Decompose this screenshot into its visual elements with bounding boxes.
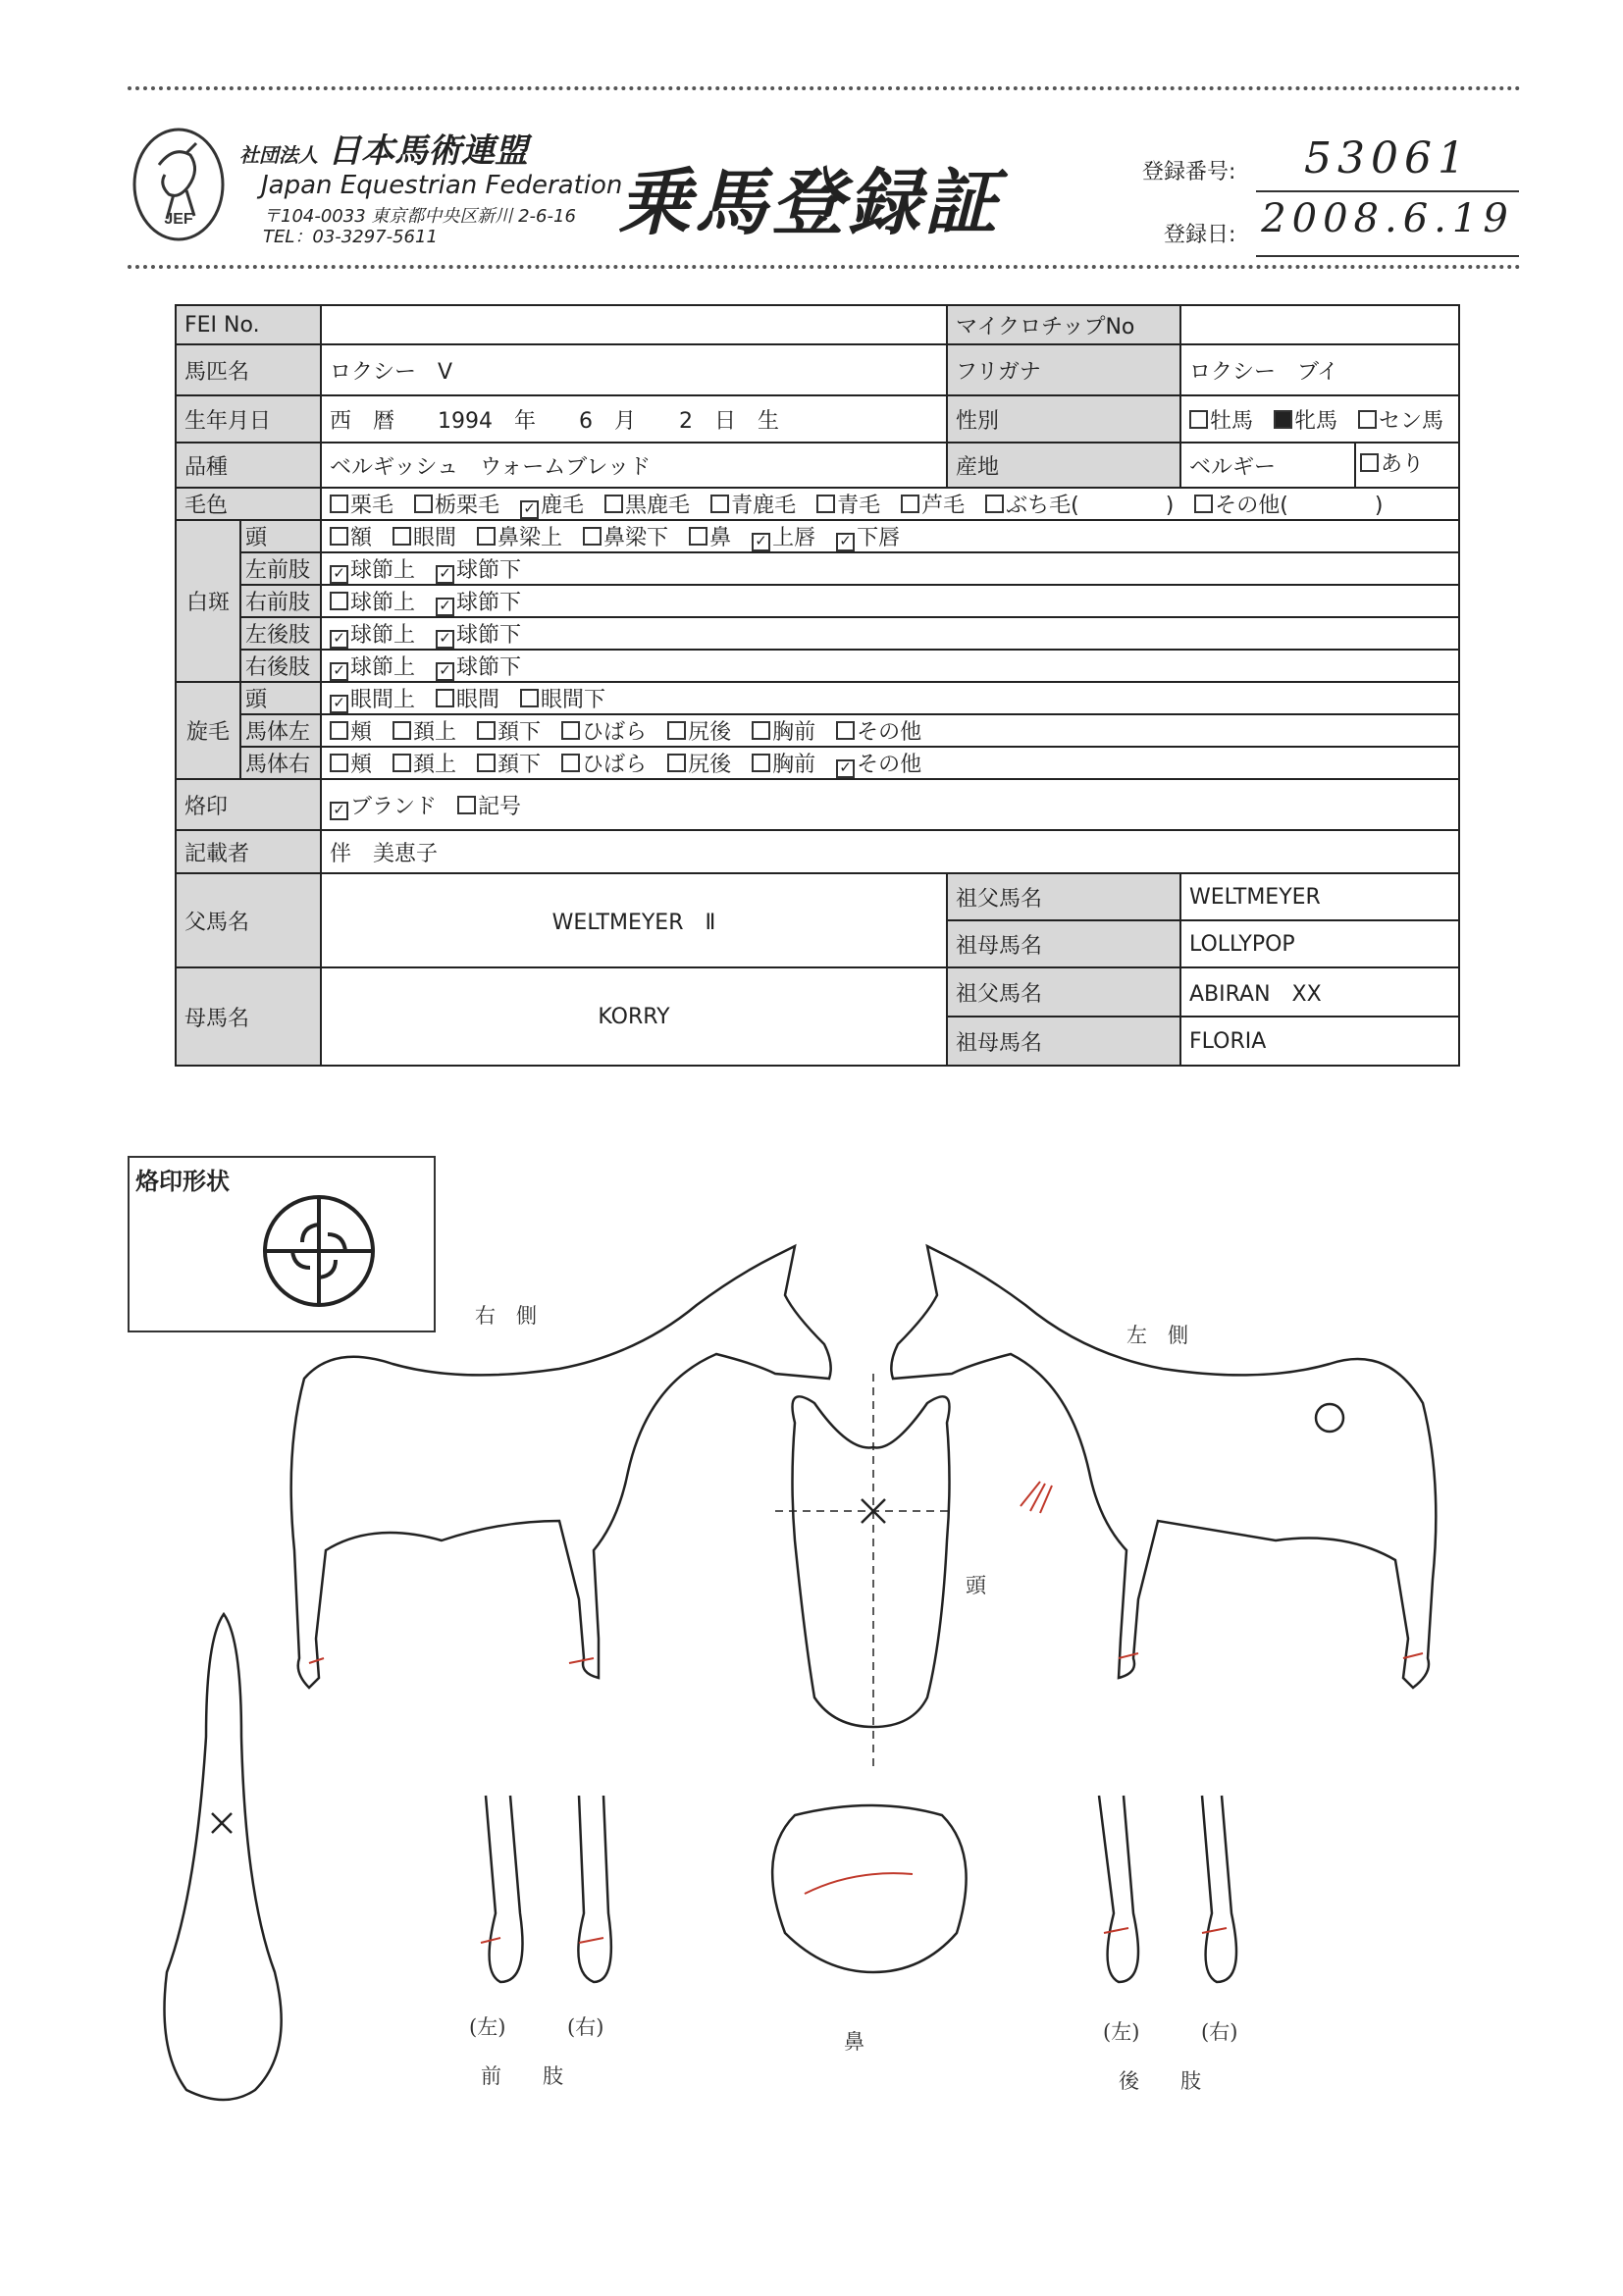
left-side-horse	[891, 1246, 1436, 1688]
hindleg-right	[1202, 1796, 1236, 1982]
whorl-checkbox[interactable]	[667, 754, 686, 772]
nose-view	[772, 1805, 966, 1972]
domestic-checkbox[interactable]	[1360, 453, 1379, 472]
color-checkbox[interactable]	[1194, 495, 1213, 513]
rf-options: 球節上 ✓ 球節下	[321, 585, 1459, 617]
brand-checkbox[interactable]	[457, 796, 476, 814]
left-side-caption: 左 側	[1126, 1324, 1188, 1347]
color-options: 栗毛 栃栗毛 ✓ 鹿毛 黒鹿毛 青鹿毛 青毛 芦毛 ぶち毛( ) その他( )	[321, 488, 1459, 520]
whorl-checkbox[interactable]	[561, 754, 580, 772]
head-checkbox[interactable]: ✓	[836, 533, 855, 551]
reg-no-value: 53061	[1256, 133, 1519, 192]
brand-shape-label: 烙印形状	[135, 1168, 230, 1195]
leg-checkbox[interactable]	[330, 592, 348, 610]
right-side-horse	[291, 1246, 831, 1688]
fei-label: FEI No.	[176, 305, 321, 344]
whorl-checkbox[interactable]: ✓	[836, 759, 855, 778]
name-value: ロクシー V	[321, 344, 947, 395]
whorl-checkbox[interactable]	[477, 721, 496, 740]
color-checkbox[interactable]	[414, 495, 433, 513]
sex-checkbox[interactable]	[1189, 410, 1208, 429]
head-checkbox[interactable]	[689, 527, 707, 546]
whorl-checkbox[interactable]	[393, 754, 411, 772]
leg-checkbox[interactable]: ✓	[330, 662, 348, 681]
leg-checkbox[interactable]: ✓	[436, 565, 454, 584]
reg-no-label: 登録番号:	[1142, 160, 1236, 184]
top-view-horse	[165, 1614, 282, 2100]
dam-sire-label: 祖父馬名	[947, 967, 1180, 1017]
brand-checkbox[interactable]: ✓	[330, 802, 348, 820]
recorder-label: 記載者	[176, 830, 321, 873]
name-label: 馬匹名	[176, 344, 321, 395]
jef-logo	[130, 126, 228, 243]
whorl-checkbox[interactable]	[561, 721, 580, 740]
recorder-value: 伴 美恵子	[321, 830, 1459, 873]
foreleg-left	[486, 1796, 523, 1982]
horse-marking-diagram	[147, 1226, 1472, 2110]
dam-value: KORRY	[321, 967, 947, 1066]
origin-label: 産地	[947, 443, 1180, 488]
front-head	[793, 1396, 950, 1727]
head-checkbox[interactable]	[330, 527, 348, 546]
whorl-checkbox[interactable]	[436, 689, 454, 707]
birth-value: 西 暦 1994 年 6 月 2 日 生	[321, 395, 947, 443]
hindleg-left	[1099, 1796, 1138, 1982]
reg-date-value: 2008.6.19	[1256, 196, 1519, 257]
nose-caption: 鼻	[844, 2030, 864, 2054]
org-name-jp: 社団法人 日本馬術連盟	[239, 131, 528, 171]
leg-checkbox[interactable]: ✓	[330, 565, 348, 584]
brand-label: 烙印	[176, 779, 321, 830]
registration-table	[175, 304, 1460, 1067]
whorl-right-options: 頬 頚上 頚下 ひばら 尻後 胸前 ✓ その他	[321, 747, 1459, 779]
leg-checkbox[interactable]: ✓	[436, 662, 454, 681]
whorl-checkbox[interactable]: ✓	[330, 695, 348, 713]
header-rule-bottom	[128, 265, 1521, 269]
whorl-checkbox[interactable]	[393, 721, 411, 740]
org-name-en: Japan Equestrian Federation	[261, 171, 623, 200]
whorl-head-label: 頭	[240, 682, 321, 714]
rf-label: 右前肢	[240, 585, 321, 617]
white-marks-label: 白斑	[176, 520, 240, 682]
fei-value	[321, 305, 947, 344]
whorl-left-label: 馬体左	[240, 714, 321, 747]
head-checkbox[interactable]	[393, 527, 411, 546]
whorl-checkbox[interactable]	[667, 721, 686, 740]
whorl-checkbox[interactable]	[330, 754, 348, 772]
foreleg-right	[578, 1796, 610, 1982]
sex-label: 性別	[947, 395, 1180, 443]
white-head-label: 頭	[240, 520, 321, 552]
hindleg-caption: 後 肢	[1119, 2069, 1201, 2093]
lf-label: 左前肢	[240, 552, 321, 585]
breed-label: 品種	[176, 443, 321, 488]
brand-options: ✓ ブランド 記号	[321, 779, 1459, 830]
whorl-checkbox[interactable]	[836, 721, 855, 740]
rh-label: 右後肢	[240, 650, 321, 682]
org-address: 〒104-0033 東京都中央区新川 2-6-16 TEL：03-3297-5611	[263, 206, 576, 247]
rh-options: ✓ 球節上 ✓ 球節下	[321, 650, 1459, 682]
leg-checkbox[interactable]: ✓	[330, 630, 348, 649]
color-checkbox[interactable]	[901, 495, 919, 513]
lh-label: 左後肢	[240, 617, 321, 650]
birth-label: 生年月日	[176, 395, 321, 443]
foreleg-right-caption: (右)	[567, 2015, 604, 2039]
origin-value: ベルギー	[1180, 443, 1355, 488]
domestic-cell: あり	[1355, 443, 1459, 488]
sire-sire-label: 祖父馬名	[947, 873, 1180, 920]
whorl-head-options: ✓ 眼間上 眼間 眼間下	[321, 682, 1459, 714]
whorl-checkbox[interactable]	[752, 721, 770, 740]
sex-checkbox[interactable]	[1358, 410, 1377, 429]
dam-label: 母馬名	[176, 967, 321, 1066]
document-title: 乗馬登録証	[618, 161, 1001, 245]
sire-value: WELTMEYER Ⅱ	[321, 873, 947, 967]
microchip-value	[1180, 305, 1459, 344]
leg-checkbox[interactable]: ✓	[436, 598, 454, 616]
sire-label: 父馬名	[176, 873, 321, 967]
furigana-value: ロクシー ブイ	[1180, 344, 1459, 395]
lf-options: ✓ 球節上 ✓ 球節下	[321, 552, 1459, 585]
whorl-right-label: 馬体右	[240, 747, 321, 779]
dam-dam-value: FLORIA	[1180, 1017, 1459, 1066]
whorl-label: 旋毛	[176, 682, 240, 779]
whorl-left-options: 頬 頚上 頚下 ひばら 尻後 胸前 その他	[321, 714, 1459, 747]
sire-dam-label: 祖母馬名	[947, 920, 1180, 967]
sire-sire-value: WELTMEYER	[1180, 873, 1459, 920]
whorl-checkbox[interactable]	[520, 689, 539, 707]
breed-value: ベルギッシュ ウォームブレッド	[321, 443, 947, 488]
header-rule-top	[128, 86, 1521, 90]
furigana-label: フリガナ	[947, 344, 1180, 395]
sire-dam-value: LOLLYPOP	[1180, 920, 1459, 967]
svg-text:JEF: JEF	[164, 211, 193, 228]
foreleg-caption: 前 肢	[481, 2064, 563, 2088]
whorl-checkbox[interactable]	[330, 721, 348, 740]
brand-location-icon	[1316, 1404, 1343, 1432]
whorl-checkbox[interactable]	[477, 754, 496, 772]
sex-checkbox[interactable]	[1274, 410, 1292, 429]
leg-checkbox[interactable]: ✓	[436, 630, 454, 649]
head-checkbox[interactable]	[477, 527, 496, 546]
whorl-checkbox[interactable]	[752, 754, 770, 772]
dam-dam-label: 祖母馬名	[947, 1017, 1180, 1066]
foreleg-left-caption: (左)	[469, 2015, 506, 2039]
color-checkbox[interactable]	[985, 495, 1004, 513]
color-checkbox[interactable]: ✓	[520, 500, 539, 519]
right-side-caption: 右 側	[475, 1304, 537, 1328]
microchip-label: マイクロチップNo	[947, 305, 1180, 344]
dam-sire-value: ABIRAN XX	[1180, 967, 1459, 1017]
sex-options: 牡馬 牝馬 セン馬	[1180, 395, 1459, 443]
head-checkbox[interactable]: ✓	[752, 533, 770, 551]
color-checkbox[interactable]	[604, 495, 623, 513]
reg-date-label: 登録日:	[1164, 223, 1236, 247]
color-label: 毛色	[176, 488, 321, 520]
color-checkbox[interactable]	[710, 495, 729, 513]
hindleg-right-caption: (右)	[1201, 2020, 1238, 2044]
hindleg-left-caption: (左)	[1103, 2020, 1140, 2044]
lh-options: ✓ 球節上 ✓ 球節下	[321, 617, 1459, 650]
head-checkbox[interactable]	[583, 527, 602, 546]
color-checkbox[interactable]	[330, 495, 348, 513]
head-caption: 頭	[966, 1574, 986, 1597]
color-checkbox[interactable]	[816, 495, 835, 513]
white-head-options: 額 眼間 鼻梁上 鼻梁下 鼻 ✓ 上唇 ✓ 下唇	[321, 520, 1459, 552]
